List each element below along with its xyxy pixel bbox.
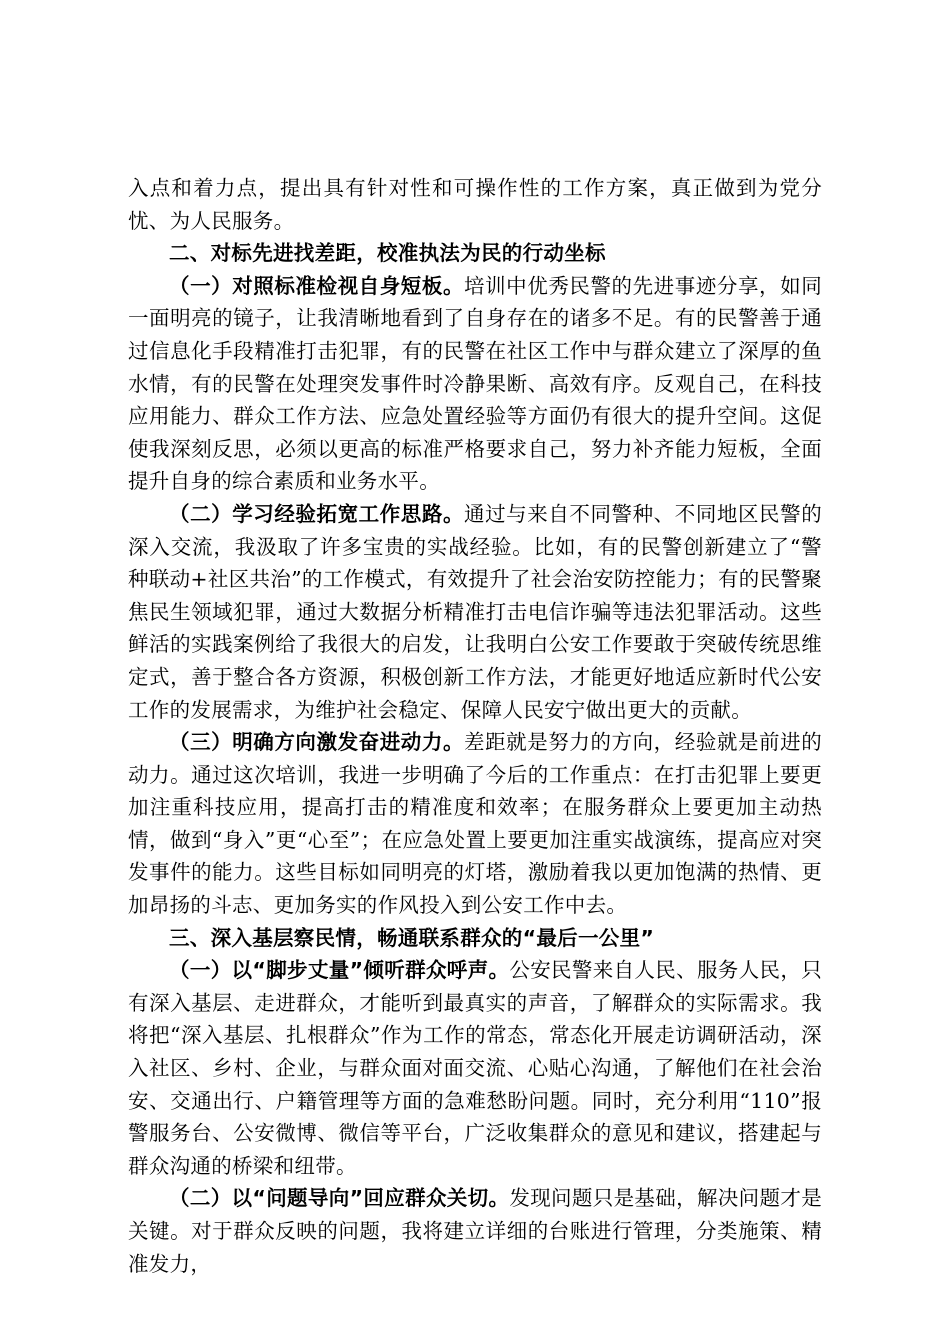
paragraph-2-3 (128, 726, 822, 922)
section-heading-3: 三、深入基层察民情，畅通联系群众的“最后一公里” (169, 925, 655, 950)
paragraph-3-2 (128, 1182, 822, 1280)
paragraph-2-3-body: 差距就是努力的方向，经验就是前进的动力。通过这次培训，我进一步明确了今后的工作重点：在打击犯罪上要更加注重科技应用，提高打击的精准度和效率；在服务群众上要更加主动热情，做到“身入”更“心至”；在应急处置上要更加注重实战演练，提高应对突发事件的能力。这些目标如同明亮的灯塔，激励着我以更加饱满的热情、更加昂扬的斗志、更加务实的作风投入到公安工作中去。 (128, 730, 822, 918)
paragraph-2-3-lead: （三）明确方向激发奋进动力。 (169, 730, 465, 755)
paragraph-3-1 (128, 954, 822, 1182)
paragraph-2-1 (128, 270, 822, 498)
section-heading-2: 二、对标先进找差距，校准执法为民的行动坐标 (169, 241, 606, 266)
paragraph-continuation: 入点和着力点，提出具有针对性和可操作性的工作方案，真正做到为党分忧、为人民服务。 (128, 176, 822, 233)
paragraph-3-2-lead: （二）以“问题导向”回应群众关切。 (169, 1186, 510, 1211)
paragraph-2-2-lead: （二）学习经验拓宽工作思路。 (169, 501, 465, 526)
paragraph-3-1-body: 公安民警来自人民、服务人民，只有深入基层、走进群众，才能听到最真实的声音，了解群众的实际需求。我将把“深入基层、扎根群众”作为工作的常态，常态化开展走访调研活动，深入社区、乡村、企业，与群众面对面交流、心贴心沟通，了解他们在社会治安、交通出行、户籍管理等方面的急难愁盼问题。同时，充分利用“110”报警服务台、公安微博、微信等平台，广泛收集群众的意见和建议，搭建起与群众沟通的桥梁和纽带。 (128, 958, 822, 1178)
paragraph-3-1-lead: （一）以“脚步丈量”倾听群众呼声。 (169, 958, 510, 983)
paragraph-2-1-body: 培训中优秀民警的先进事迹分享，如同一面明亮的镜子，让我清晰地看到了自身存在的诸多不足。有的民警善于通过信息化手段精准打击犯罪，有的民警在社区工作中与群众建立了深厚的鱼水情，有的民警在处理突发事件时冷静果断、高效有序。反观自己，在科技应用能力、群众工作方法、应急处置经验等方面仍有很大的提升空间。这促使我深刻反思，必须以更高的标准严格要求自己，努力补齐能力短板，全面提升自身的综合素质和业务水平。 (128, 273, 822, 494)
paragraph-2-1-lead: （一）对照标准检视自身短板。 (169, 273, 465, 298)
paragraph-3-2-body: 发现问题只是基础，解决问题才是关键。对于群众反映的问题，我将建立详细的台账进行管理，分类施策、精准发力， (128, 1186, 822, 1276)
document-body (128, 172, 822, 1280)
paragraph-2-2 (128, 498, 822, 726)
paragraph-2-2-body: 通过与来自不同警种、不同地区民警的深入交流，我汲取了许多宝贵的实战经验。比如，有的民警创新建立了“警种联动+社区共治”的工作模式，有效提升了社会治安防控能力；有的民警聚焦民生领域犯罪，通过大数据分析精准打击电信诈骗等违法犯罪活动。这些鲜活的实践案例给了我很大的启发，让我明白公安工作要敢于突破传统思维定式，善于整合各方资源，积极创新工作方法，才能更好地适应新时代公安工作的发展需求，为维护社会稳定、保障人民安宁做出更大的贡献。 (128, 501, 822, 722)
